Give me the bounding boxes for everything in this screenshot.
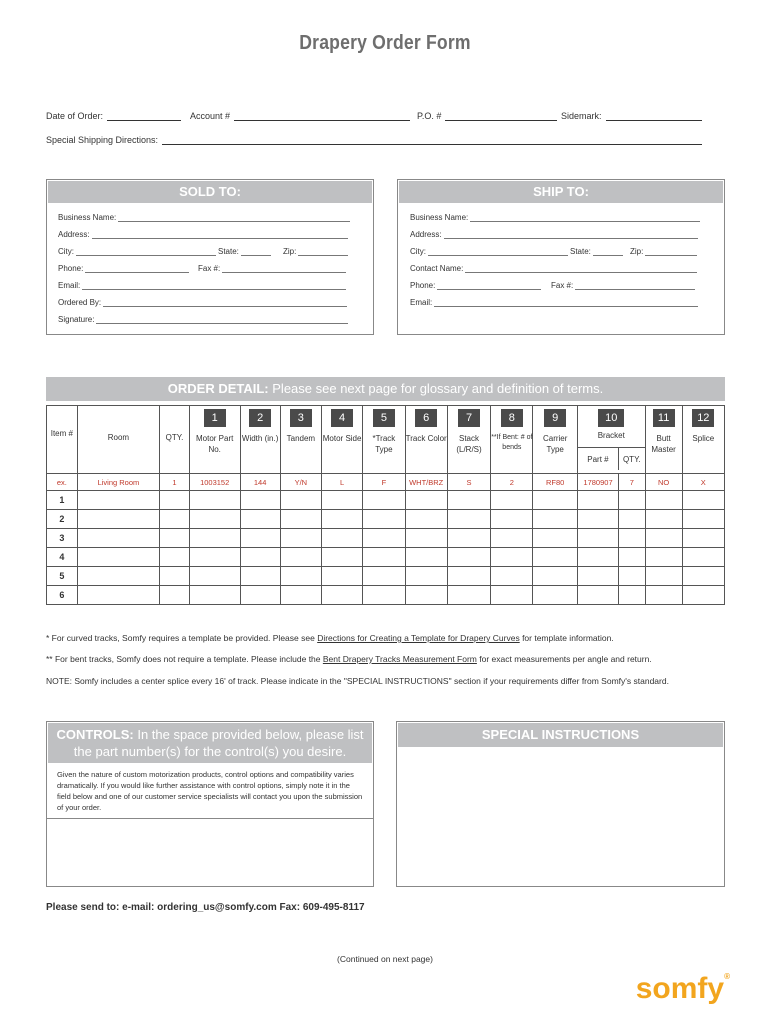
sidemark-field[interactable] — [561, 111, 702, 121]
curved-template-link[interactable]: Directions for Creating a Template for Drapery Curves — [317, 633, 520, 643]
ship-contact-name-label: Contact Name: — [410, 264, 464, 273]
account-label: Account # — [190, 111, 231, 121]
example-carrier: RF80 — [533, 474, 577, 491]
row-number: 4 — [47, 548, 78, 567]
sold-email-field[interactable] — [58, 281, 346, 290]
bent-note-text-end: for exact measurements per angle and return. — [476, 654, 652, 664]
col-splice-header: 12 Splice — [682, 406, 724, 474]
col-stack-header: 7 Stack (L/R/S) — [447, 406, 490, 474]
col-room-header: Room — [77, 406, 160, 474]
logo-text: somfy — [635, 972, 725, 1005]
row-number: 2 — [47, 510, 78, 529]
ship-address-field[interactable] — [410, 230, 698, 239]
po-field[interactable] — [417, 111, 557, 121]
example-track-color: WHT/BRZ — [405, 474, 447, 491]
ship-phone-label: Phone: — [410, 281, 436, 290]
example-room: Living Room — [77, 474, 160, 491]
sold-zip-field[interactable] — [283, 247, 348, 256]
special-shipping-field[interactable] — [46, 135, 702, 145]
example-width: 144 — [240, 474, 280, 491]
sold-business-name-field[interactable] — [58, 213, 350, 222]
ship-email-field[interactable] — [410, 298, 698, 307]
row-number: 5 — [47, 567, 78, 586]
form-title: Drapery Order Form — [299, 32, 471, 54]
col-width-header: 2 Width (in.) — [240, 406, 280, 474]
sold-signature-label: Signature: — [58, 315, 95, 324]
example-butt-master: NO — [645, 474, 682, 491]
example-bracket-part: 1780907 — [577, 474, 618, 491]
order-detail-heading-text: Please see next page for glossary and definition of terms. — [272, 381, 604, 396]
sold-ordered-by-label: Ordered By: — [58, 298, 102, 307]
ship-city-field[interactable] — [410, 247, 568, 256]
po-label: P.O. # — [417, 111, 442, 121]
example-qty: 1 — [160, 474, 190, 491]
special-shipping-label: Special Shipping Directions: — [46, 135, 159, 145]
sold-fax-label: Fax #: — [198, 264, 221, 273]
ship-zip-field[interactable] — [630, 247, 697, 256]
ship-city-label: City: — [410, 247, 426, 256]
sold-city-field[interactable] — [58, 247, 216, 256]
ship-state-field[interactable] — [570, 247, 623, 256]
row-number: 6 — [47, 586, 78, 605]
controls-heading-bold: CONTROLS: — [56, 727, 134, 742]
sold-ordered-by-field[interactable] — [58, 298, 347, 307]
ship-to-heading: SHIP TO: — [399, 181, 723, 203]
sold-state-label: State: — [218, 247, 239, 256]
order-detail-heading — [46, 377, 725, 401]
col-butt-master-header: 11 Butt Master — [645, 406, 682, 474]
row-number: 1 — [47, 491, 78, 510]
col-motor-part-header: 1 Motor Part No. — [189, 406, 240, 474]
col-track-type-header: 5 *Track Type — [363, 406, 405, 474]
order-detail-heading-bold: ORDER DETAIL: — [167, 381, 269, 396]
curved-track-note — [46, 633, 614, 643]
table-row[interactable] — [47, 510, 725, 529]
special-instructions-box[interactable] — [396, 721, 725, 887]
col-motor-side-header: 4 Motor Side — [321, 406, 362, 474]
sidemark-label: Sidemark: — [561, 111, 602, 121]
col-qty-header: QTY. — [160, 406, 190, 474]
example-bent: 2 — [491, 474, 533, 491]
send-to-text: Please send to: e-mail: ordering_us@somfy.com Fax: 609-495-8117 — [46, 902, 365, 913]
col-track-color-header: 6 Track Color — [405, 406, 447, 474]
sold-state-field[interactable] — [218, 247, 271, 256]
col-bracket-part-header: Part # — [578, 448, 619, 470]
sold-to-heading: SOLD TO: — [48, 181, 372, 203]
example-bracket-qty: 7 — [619, 474, 645, 491]
sold-signature-field[interactable] — [58, 315, 348, 324]
col-carrier-header: 9 Carrier Type — [533, 406, 577, 474]
special-instructions-heading: SPECIAL INSTRUCTIONS — [398, 723, 723, 747]
continued-text: (Continued on next page) — [337, 954, 433, 964]
col-item-header: Item # — [47, 406, 78, 474]
controls-heading-text: In the space provided below, please list the part number(s) for the control(s) you desire. — [73, 727, 364, 759]
bent-track-note — [46, 654, 652, 664]
date-of-order-field[interactable] — [46, 111, 181, 121]
account-field[interactable] — [190, 111, 410, 121]
table-row[interactable] — [47, 529, 725, 548]
col-bent-header: 8 **If Bent: # of bends — [491, 406, 533, 474]
sold-to-box — [46, 179, 374, 335]
example-splice: X — [682, 474, 724, 491]
ship-state-label: State: — [570, 247, 591, 256]
splice-note: NOTE: Somfy includes a center splice every 16' of track. Please indicate in the "SPECIAL INSTRUCTIONS" section if your requirements differ from Somfy's standard. — [46, 676, 669, 686]
sold-email-label: Email: — [58, 281, 81, 290]
col-bracket-header: 10 Bracket Part # QTY. — [577, 406, 645, 474]
controls-box — [46, 721, 374, 887]
sold-zip-label: Zip: — [283, 247, 297, 256]
table-row[interactable] — [47, 567, 725, 586]
ship-fax-label: Fax #: — [551, 281, 574, 290]
ship-contact-name-field[interactable] — [410, 264, 697, 273]
example-motor-part: 1003152 — [189, 474, 240, 491]
sold-fax-field[interactable] — [198, 264, 346, 273]
table-row[interactable] — [47, 586, 725, 605]
registered-mark: ® — [724, 972, 730, 981]
ship-email-label: Email: — [410, 298, 433, 307]
somfy-logo — [636, 972, 730, 1006]
col-tandem-header: 3 Tandem — [280, 406, 321, 474]
row-number: 3 — [47, 529, 78, 548]
table-row-example — [47, 474, 725, 491]
curved-note-text-end: for template information. — [519, 633, 614, 643]
example-item: ex. — [47, 474, 78, 491]
sold-phone-label: Phone: — [58, 264, 84, 273]
curved-note-text: * For curved tracks, Somfy requires a template be provided. Please see — [46, 633, 318, 643]
sold-address-field[interactable] — [58, 230, 348, 239]
date-of-order-label: Date of Order: — [46, 111, 104, 121]
ship-phone-field[interactable] — [410, 281, 541, 290]
col-bracket-qty-header: QTY. — [622, 455, 641, 464]
sold-city-label: City: — [58, 247, 74, 256]
ship-business-name-label: Business Name: — [410, 213, 469, 222]
example-tandem: Y/N — [280, 474, 321, 491]
controls-input-area[interactable] — [47, 819, 373, 895]
ship-to-box — [397, 179, 725, 335]
order-detail-table — [46, 405, 725, 605]
example-track-type: F — [363, 474, 405, 491]
ship-business-name-field[interactable] — [410, 213, 700, 222]
table-header-row — [47, 406, 725, 474]
table-row[interactable] — [47, 491, 725, 510]
controls-heading — [48, 723, 372, 763]
ship-fax-field[interactable] — [551, 281, 695, 290]
ship-address-label: Address: — [410, 230, 442, 239]
example-motor-side: L — [321, 474, 362, 491]
table-row[interactable] — [47, 548, 725, 567]
ship-zip-label: Zip: — [630, 247, 644, 256]
bent-note-text: ** For bent tracks, Somfy does not require a template. Please include the — [46, 654, 323, 664]
sold-business-name-label: Business Name: — [58, 213, 117, 222]
sold-phone-field[interactable] — [58, 264, 189, 273]
controls-description: Given the nature of custom motorization products, control options and compatibility varies dramatically. If you would like further assistance with control options, simply note it in the field below and one of our customer service specialists will contact you upon the submission of your order. — [47, 764, 373, 819]
example-stack: S — [447, 474, 490, 491]
bent-measurement-link[interactable]: Bent Drapery Tracks Measurement Form — [322, 654, 477, 664]
sold-address-label: Address: — [58, 230, 90, 239]
